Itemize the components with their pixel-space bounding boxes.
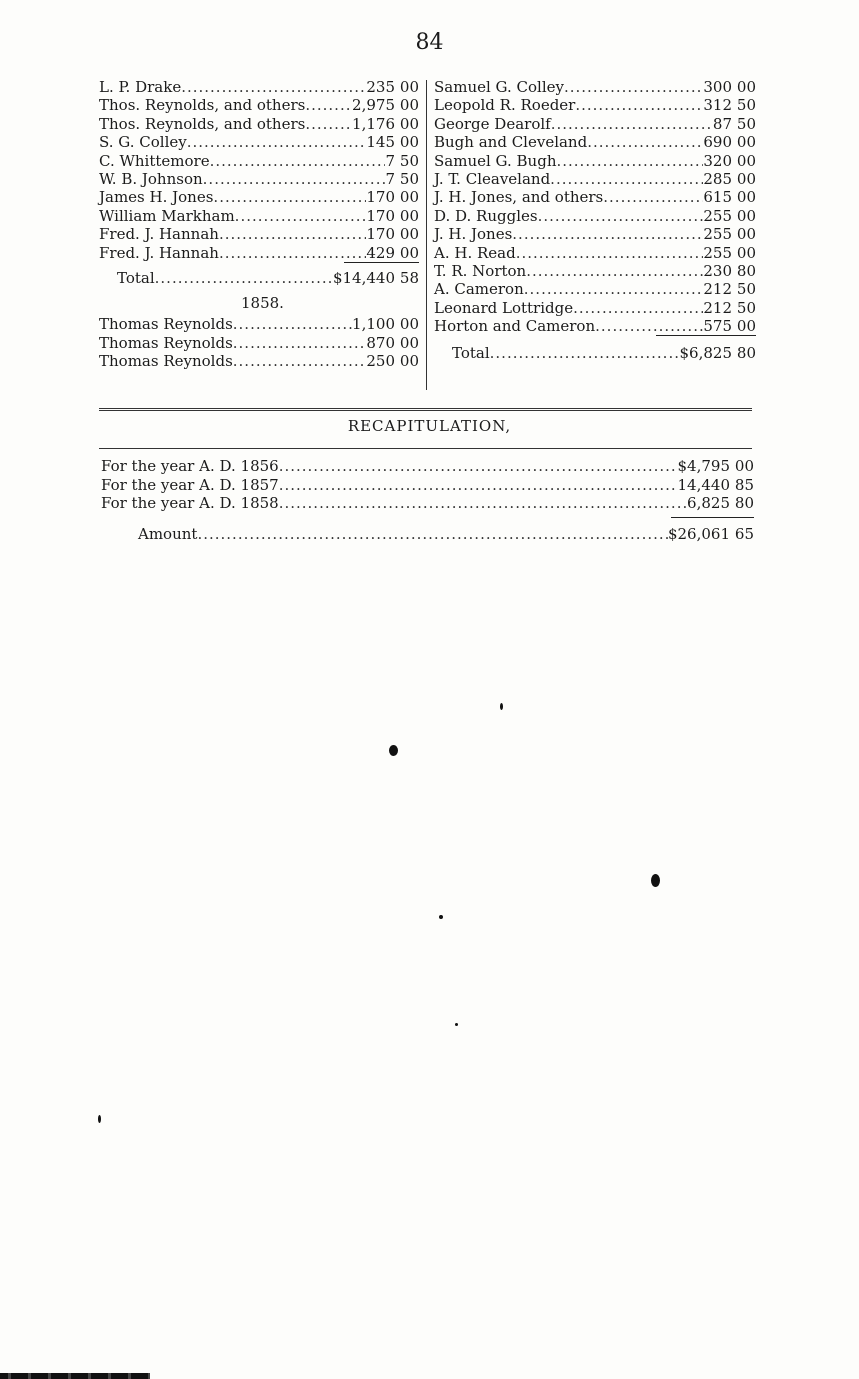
entry-dollars: 250	[366, 352, 395, 371]
ledger-row	[434, 280, 756, 298]
entry-name: S. G. Colley	[99, 133, 187, 152]
right-ledger-column	[434, 78, 756, 363]
entry-dollars: 212	[703, 280, 732, 299]
entry-dollars: 7	[385, 151, 395, 170]
leader-dots	[564, 78, 703, 96]
leader-dots	[526, 262, 703, 280]
entry-name: Samuel G. Bugh	[434, 151, 557, 170]
entry-dollars: 1,176	[352, 114, 395, 133]
leader-dots	[512, 225, 703, 243]
entry-name: Samuel G. Colley	[434, 78, 564, 96]
recap-label: For the year A. D. 1858	[101, 494, 279, 512]
entry-dollars: 235	[366, 78, 395, 96]
entry-dollars: 255	[703, 225, 732, 244]
ink-speck	[455, 1023, 458, 1026]
leader-dots	[305, 96, 352, 114]
leader-dots	[538, 207, 704, 225]
ledger-row	[434, 299, 756, 317]
amount-row	[101, 525, 754, 544]
recap-dollars: 14,440	[677, 475, 730, 494]
ledger-row	[99, 315, 419, 333]
sum-rule	[656, 335, 756, 342]
entry-cents: 00	[399, 133, 419, 152]
ledger-row	[434, 225, 756, 243]
entry-name: Fred. J. Hannah	[99, 225, 219, 244]
entry-name: D. D. Ruggles	[434, 206, 538, 225]
entry-cents: 00	[399, 206, 419, 225]
amount-cents: 65	[734, 524, 754, 543]
entry-name: J. T. Cleaveland	[434, 169, 551, 188]
entry-name: Leopold R. Roeder	[434, 96, 576, 115]
leader-dots	[235, 207, 367, 225]
ledger-row	[99, 334, 419, 352]
entry-cents: 00	[736, 151, 756, 170]
ledger-row	[99, 207, 419, 225]
entry-cents: 00	[736, 317, 756, 336]
entry-cents: 00	[736, 133, 756, 152]
entry-name: Horton and Cameron	[434, 317, 596, 336]
entry-cents: 00	[736, 78, 756, 96]
entry-cents: 00	[736, 243, 756, 262]
entry-cents: 00	[399, 225, 419, 244]
leader-dots	[187, 133, 367, 151]
recap-cents: 00	[734, 457, 754, 475]
entry-dollars: 1,100	[352, 315, 395, 334]
entry-dollars: 870	[366, 333, 395, 352]
ledger-row	[99, 133, 419, 151]
entry-dollars: 212	[703, 298, 732, 317]
entry-cents: 00	[399, 315, 419, 334]
leader-dots	[210, 152, 386, 170]
ledger-row	[434, 96, 756, 114]
entry-dollars: 312	[703, 96, 732, 115]
leader-dots	[181, 78, 366, 96]
recap-row	[101, 457, 754, 476]
leader-dots	[203, 170, 386, 188]
recapitulation-title: RECAPITULATION,	[347, 417, 512, 435]
leader-dots	[219, 225, 366, 243]
entry-name: William Markham	[99, 206, 235, 225]
entry-name: Thomas Reynolds	[99, 352, 233, 371]
total-row	[99, 269, 419, 287]
entry-cents: 50	[736, 114, 756, 133]
entry-name: Leonard Lottridge	[434, 298, 574, 317]
recap-cents: 80	[734, 494, 754, 512]
entry-dollars: 2,975	[352, 96, 395, 115]
leader-dots	[197, 525, 668, 543]
entry-cents: 00	[399, 78, 419, 96]
recap-label: For the year A. D. 1856	[101, 457, 279, 475]
entry-cents: 00	[399, 188, 419, 207]
entry-name: J. H. Jones	[434, 225, 513, 244]
leader-dots	[219, 244, 366, 262]
entry-name: A. Cameron	[434, 280, 524, 299]
ledger-row	[434, 207, 756, 225]
leader-dots	[155, 269, 333, 287]
ledger-row	[99, 96, 419, 114]
leader-dots	[524, 280, 704, 298]
entry-name: A. H. Read	[434, 243, 516, 262]
ledger-row	[434, 170, 756, 188]
entry-cents: 00	[399, 114, 419, 133]
ledger-row	[99, 115, 419, 133]
total-row	[434, 344, 756, 362]
entry-dollars: 575	[703, 317, 732, 336]
sum-rule	[344, 262, 419, 269]
entry-dollars: 145	[366, 133, 395, 152]
ledger-row	[99, 170, 419, 188]
leader-dots	[213, 188, 366, 206]
leader-dots	[233, 315, 352, 333]
entry-cents: 00	[736, 206, 756, 225]
entry-name: C. Whittemore	[99, 151, 210, 170]
ledger-row	[99, 188, 419, 206]
total-cents: 58	[399, 268, 419, 287]
entry-cents: 00	[736, 188, 756, 207]
left-ledger-column	[99, 78, 419, 370]
ledger-row	[434, 133, 756, 151]
total-dollars: $14,440	[332, 268, 395, 287]
entry-cents: 00	[399, 333, 419, 352]
page-number: 84	[415, 30, 444, 55]
recapitulation-table	[101, 457, 754, 543]
leader-dots	[279, 457, 678, 475]
leader-dots	[279, 476, 678, 494]
entry-name: Fred. J. Hannah	[99, 243, 219, 262]
leader-dots	[603, 188, 703, 206]
ledger-row	[434, 244, 756, 262]
total-cents: 80	[736, 344, 756, 363]
ledger-row	[99, 78, 419, 96]
recap-dollars: 6,825	[687, 494, 730, 512]
leader-dots	[556, 152, 703, 170]
ledger-row	[99, 152, 419, 170]
entry-name: J. H. Jones, and others	[434, 188, 604, 207]
entry-dollars: 170	[366, 206, 395, 225]
ledger-row	[434, 188, 756, 206]
leader-dots	[573, 299, 703, 317]
recap-dollars: $4,795	[677, 457, 730, 475]
section-rule	[99, 448, 752, 449]
leader-dots	[595, 317, 703, 335]
ink-edge	[0, 1373, 150, 1379]
entry-cents: 00	[399, 243, 419, 262]
leader-dots	[516, 244, 704, 262]
leader-dots	[233, 334, 367, 352]
ink-speck	[98, 1115, 101, 1123]
section-rule	[99, 408, 752, 411]
recap-row	[101, 494, 754, 513]
ledger-row	[99, 225, 419, 243]
ink-speck	[500, 703, 503, 710]
ledger-row	[434, 152, 756, 170]
ink-speck	[439, 915, 443, 919]
entry-cents: 00	[399, 96, 419, 115]
entry-cents: 00	[399, 352, 419, 371]
entry-dollars: 230	[703, 261, 732, 280]
recap-label: For the year A. D. 1857	[101, 475, 279, 494]
entry-cents: 50	[736, 298, 756, 317]
entry-name: Thomas Reynolds	[99, 333, 233, 352]
ledger-row	[434, 262, 756, 280]
ledger-row	[99, 244, 419, 262]
entry-dollars: 87	[712, 114, 732, 133]
entry-name: Thomas Reynolds	[99, 315, 233, 334]
entry-dollars: 285	[703, 169, 732, 188]
total-label: Total	[117, 268, 155, 287]
leader-dots	[279, 494, 687, 512]
year-heading: 1858.	[241, 294, 284, 313]
entry-cents: 00	[736, 169, 756, 188]
ink-speck	[389, 745, 398, 756]
column-divider	[426, 80, 427, 390]
leader-dots	[551, 115, 713, 133]
recap-cents: 85	[734, 475, 754, 494]
entry-cents: 80	[736, 261, 756, 280]
entry-name: Thos. Reynolds, and others	[99, 114, 306, 133]
leader-dots	[233, 352, 367, 370]
leader-dots	[587, 133, 703, 151]
entry-name: George Dearolf	[434, 114, 551, 133]
entry-name: James H. Jones	[99, 188, 214, 207]
amount-dollars: $26,061	[667, 524, 730, 543]
leader-dots	[550, 170, 703, 188]
leader-dots	[575, 96, 703, 114]
entry-dollars: 690	[703, 133, 732, 152]
entry-dollars: 7	[385, 169, 395, 188]
amount-label: Amount	[138, 524, 198, 543]
entry-cents: 50	[736, 280, 756, 299]
entry-cents: 50	[399, 169, 419, 188]
leader-dots	[490, 344, 680, 362]
entry-name: T. R. Norton	[434, 261, 527, 280]
entry-name: Thos. Reynolds, and others	[99, 96, 306, 115]
sum-rule	[671, 517, 754, 525]
entry-cents: 50	[736, 96, 756, 115]
total-dollars: $6,825	[679, 344, 732, 363]
entry-dollars: 615	[703, 188, 732, 207]
entry-cents: 50	[399, 151, 419, 170]
entry-cents: 00	[736, 225, 756, 244]
leader-dots	[305, 115, 352, 133]
entry-dollars: 255	[703, 206, 732, 225]
entry-dollars: 300	[703, 78, 732, 96]
ledger-row	[434, 115, 756, 133]
entry-dollars: 170	[366, 225, 395, 244]
entry-name: L. P. Drake	[99, 78, 182, 96]
entry-dollars: 429	[366, 243, 395, 262]
entry-dollars: 320	[703, 151, 732, 170]
ledger-row	[434, 78, 756, 96]
recap-row	[101, 476, 754, 495]
total-label: Total	[452, 344, 490, 363]
ink-speck	[651, 874, 660, 887]
entry-dollars: 255	[703, 243, 732, 262]
entry-name: W. B. Johnson	[99, 169, 203, 188]
entry-name: Bugh and Cleveland	[434, 133, 588, 152]
entry-dollars: 170	[366, 188, 395, 207]
ledger-row	[434, 317, 756, 335]
ledger-row	[99, 352, 419, 370]
